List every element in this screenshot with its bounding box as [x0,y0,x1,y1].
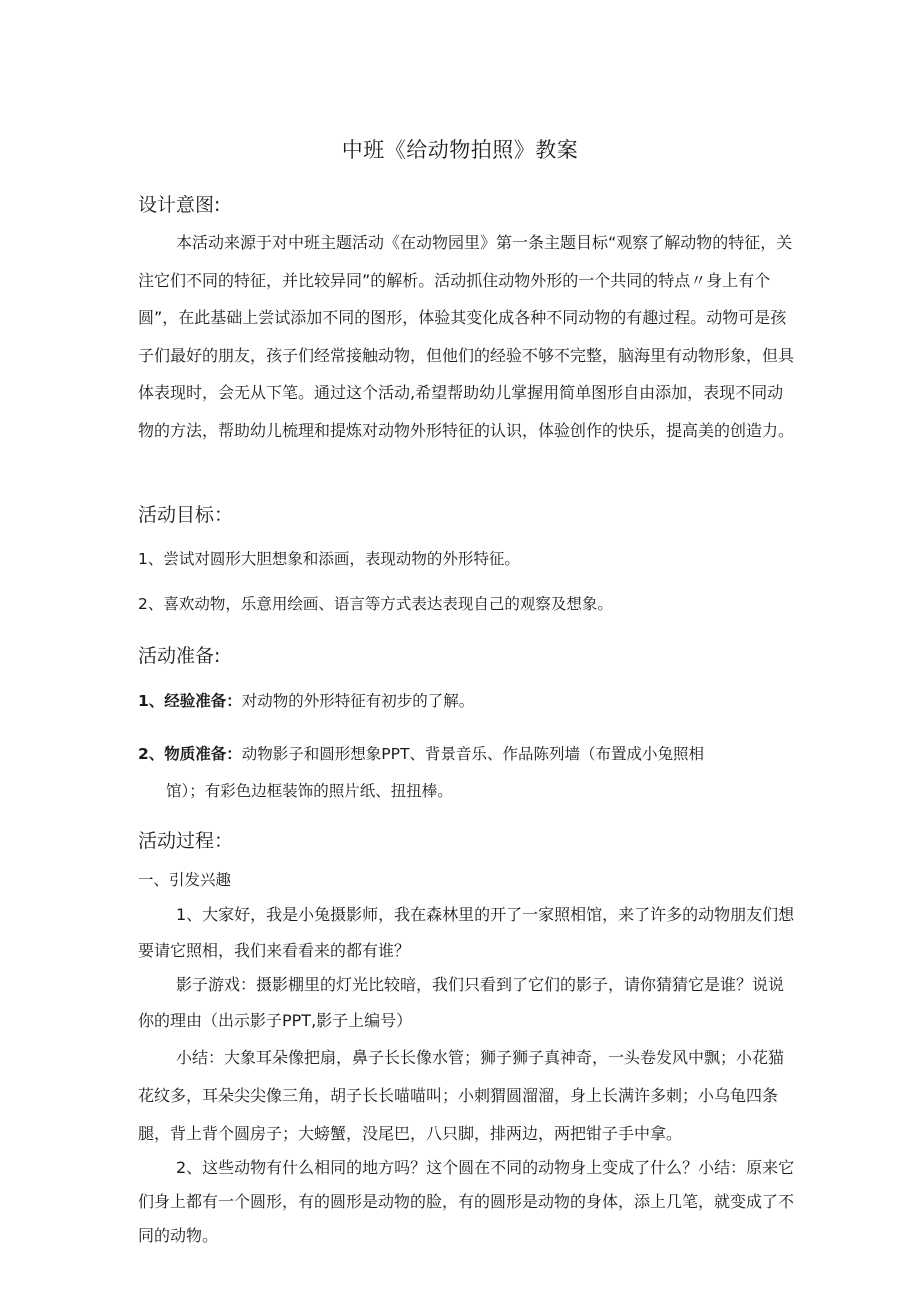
process-heading: 活动过程： [138,830,234,852]
process-section-1: 一、引发兴趣 [138,871,232,889]
goals-heading: 活动目标： [138,504,234,526]
process-paragraph-4: 2、这些动物有什么相同的地方吗？这个圆在不同的动物身上变成了什么？小结：原来它们身上都有一个圆形，有的圆形是动物的脸，有的圆形是动物的身体，添上几笔，就变成了不同的动物。 [138,1158,795,1245]
process-paragraph-3: 小结：大象耳朵像把扇，鼻子长长像水管；狮子狮子真神奇，一头卷发风中飘；小花猫花纹多，耳朵尖尖像三角，胡子长长喵喵叫；小刺猬圆溜溜，身上长满许多刺；小乌龟四条腿，背上背个圆房子；大螃蟹，没尾巴，八只脚，排两边，两把钳子手中拿。 [138,1048,785,1143]
prep-item-1-text: 对动物的外形特征有初步的了解。 [241,692,475,710]
prep-item-2-text: 动物影子和圆形想象PPT、背景音乐、作品陈列墙（布置成小兔照相 [241,745,704,763]
prep-item-2 [138,742,704,764]
prep-item-1 [138,689,474,711]
design-paragraph: 本活动来源于对中班主题活动《在动物园里》第一条主题目标“观察了解动物的特征，关注它们不同的特征，并比较异同”的解析。活动抓住动物外形的一个共同的特点〃身上有个圆”，在此基础上尝试添加不同的图形，体验其变化成各种不同动物的有趣过程。动物可是孩子们最好的朋友，孩子们经常接触动物，但他们的经验不够不完整，脑海里有动物形象，但具体表现时，会无从下笔。通过这个活动,希望帮助幼儿掌握用简单图形自由添加，表现不同动物的方法，帮助幼儿梳理和提炼对动物外形特征的认识，体验创作的快乐，提高美的创造力。 [138,233,795,440]
prep-heading: 活动准备: [138,645,221,667]
goal-item-1: 1、尝试对圆形大胆想象和添画，表现动物的外形特征。 [138,550,520,568]
prep-item-2-label: 2、物质准备： [138,745,242,763]
process-paragraph-2: 影子游戏：摄影棚里的灯光比较暗，我们只看到了它们的影子，请你猜猜它是谁？说说你的理由（出示影子PPT,影子上编号） [138,975,785,1030]
process-paragraph-1: 1、大家好，我是小兔摄影师，我在森林里的开了一家照相馆，来了许多的动物朋友们想要请它照相，我们来看看来的都有谁？ [138,905,795,960]
prep-item-2-continued: 馆）；有彩色边框装饰的照片纸、扭扭棒。 [166,782,453,800]
design-heading: 设计意图: [138,194,221,216]
goal-item-2: 2、喜欢动物，乐意用绘画、语言等方式表达表现自己的观察及想象。 [138,595,613,613]
prep-item-1-label: 1、经验准备： [138,692,242,710]
page-title: 中班《给动物拍照》教案 [341,138,579,162]
